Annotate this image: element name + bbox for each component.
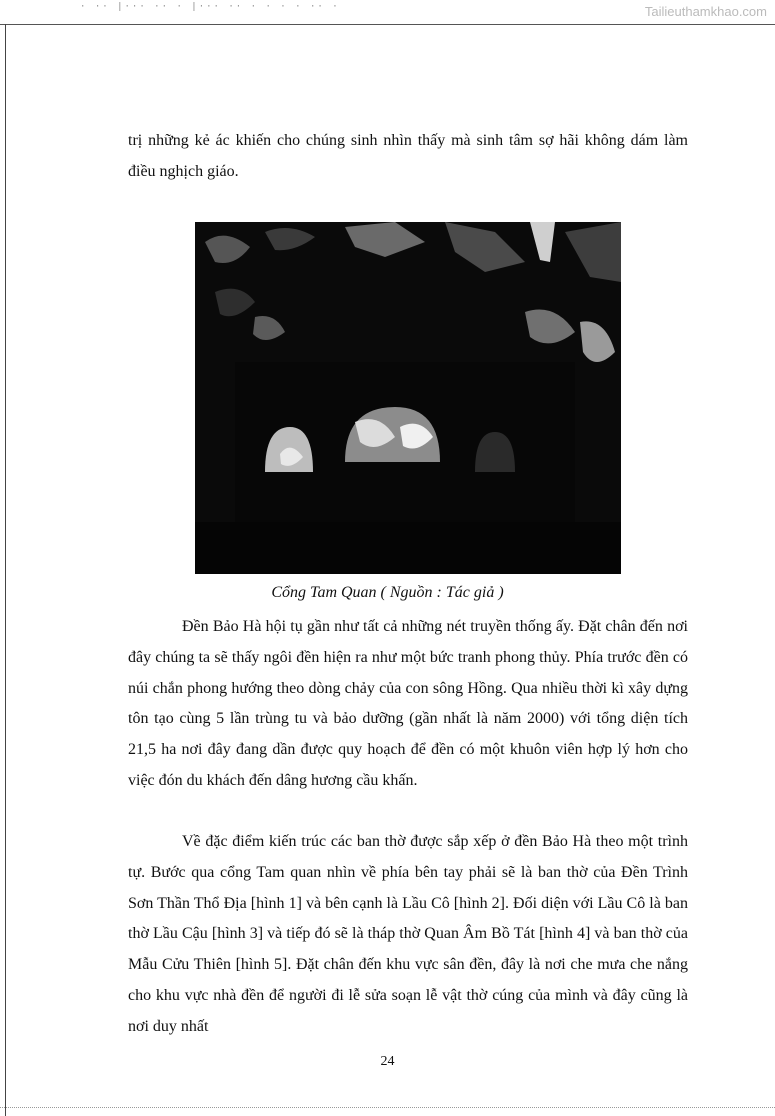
photo-caption: Cổng Tam Quan ( Nguồn : Tác giả ) (271, 584, 504, 601)
scan-artifacts: · ·· |··· ·· · |··· ·· · · · · ·· · (80, 2, 340, 12)
photo-image (195, 222, 621, 574)
header-rule (0, 24, 775, 25)
paragraph-top: trị những kẻ ác khiến cho chúng sinh nhìn thấy mà sinh tâm sợ hãi không dám làm điều nghịch giáo. (128, 132, 688, 180)
bottom-scan-edge (0, 1107, 775, 1114)
temple-gate-photo (195, 222, 621, 574)
watermark: Tailieuthamkhao.com (644, 4, 767, 19)
paragraph-2: Đền Bảo Hà hội tụ gần như tất cả những nét truyền thống ấy. Đặt chân đến nơi đây chúng ta sẽ thấy ngôi đền hiện ra như một bức tranh phong thủy. Phía trước đền có núi chắn phong hướng theo dòng chảy của con sông Hồng. Qua nhiều thời kì xây dựng tôn tạo cùng 5 lần trùng tu và bảo dưỡng (gần nhất là năm 2000) với tổng diện tích 21,5 ha nơi đây đang dần được quy hoạch để đền có một khuôn viên hợp lý hơn cho việc đón du khách đến dâng hương cầu khấn. (128, 618, 688, 789)
left-margin-rule (5, 24, 6, 1116)
paragraph-3: Về đặc điểm kiến trúc các ban thờ được sắp xếp ở đền Bảo Hà theo một trình tự. Bước qua cổng Tam quan nhìn về phía bên tay phải sẽ là ban thờ của Đền Trình Sơn Thần Thổ Địa [hình 1] và bên cạnh là Lầu Cô [hình 2]. Đối diện với Lầu Cô là ban thờ Lầu Cậu [hình 3] và tiếp đó sẽ là tháp thờ Quan Âm Bồ Tát [hình 4] và ban thờ của Mẫu Cửu Thiên [hình 5]. Đặt chân đến khu vực sân đền, đây là nơi che mưa che nắng cho khu vực nhà đền để người đi lễ sửa soạn lễ vật thờ cúng của mình và đây cũng là nơi duy nhất (128, 833, 688, 1035)
page-number: 24 (380, 1054, 395, 1069)
